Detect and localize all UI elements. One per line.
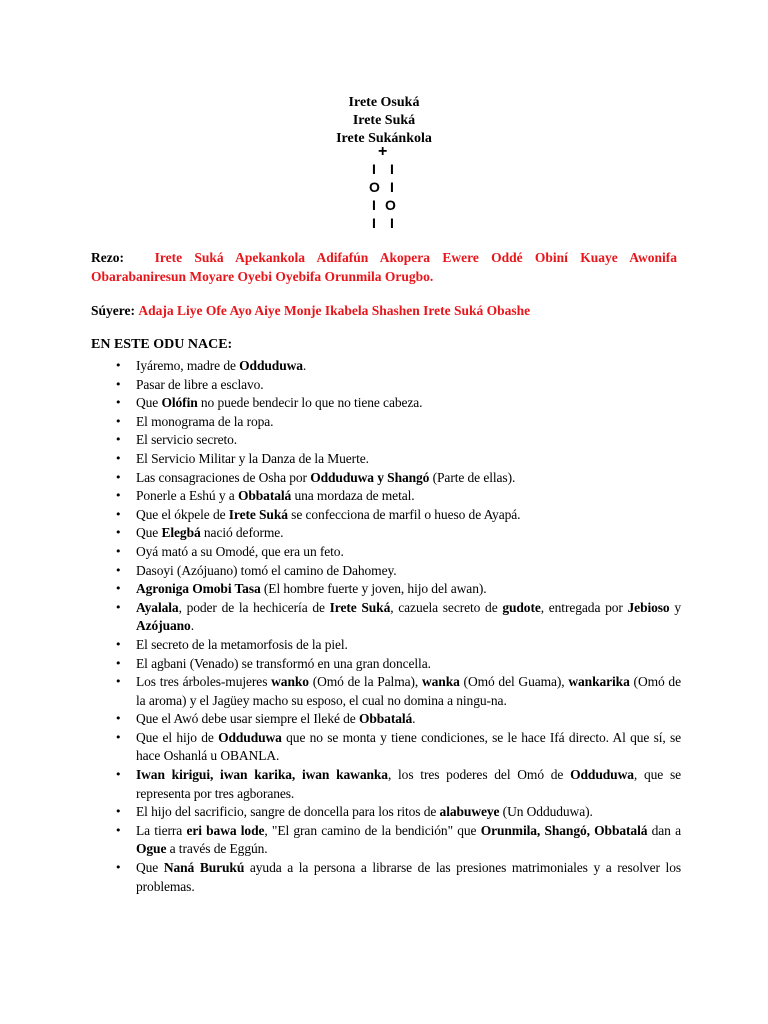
- list-item-text: Que: [136, 395, 162, 411]
- list-item-bold-text: Agroniga Omobi Tasa: [136, 581, 261, 597]
- list-item: [91, 859, 681, 896]
- list-item-bold-text: Olófin: [161, 395, 198, 411]
- list-item: [91, 524, 681, 543]
- list-item-bold-text: eri bawa lode: [186, 822, 265, 838]
- list-item-text: se confecciona de marfil o hueso de Ayapá.: [287, 506, 521, 522]
- section-title: EN ESTE ODU NACE:: [91, 337, 233, 352]
- odu-sign-mark: I: [390, 215, 394, 231]
- list-item-text: El servicio secreto.: [136, 432, 238, 448]
- list-item-text: , los tres poderes del Omó de: [387, 767, 571, 783]
- list-item-text: Pasar de libre a esclavo.: [136, 376, 264, 392]
- list-item-text: El secreto de la metamorfosis de la piel.: [136, 636, 348, 652]
- list-item-bold-text: Iwan kirigui, iwan karika, iwan kawanka: [136, 767, 388, 783]
- list-item-text: , cazuela secreto de: [390, 599, 503, 615]
- list-item-text: Ponerle a Eshú y a: [136, 488, 238, 504]
- list-item-bold-text: Elegbá: [161, 525, 201, 541]
- list-item-bold-text: wanko: [271, 674, 309, 690]
- suyere-text: Adaja Liye Ofe Ayo Aiye Monje Ikabela Shashen Irete Suká Obashe: [138, 303, 531, 318]
- list-item-text: El monograma de la ropa.: [136, 413, 274, 429]
- list-item: [91, 580, 681, 599]
- list-item-bold-text: Odduduwa y Shangó: [310, 469, 430, 485]
- list-item: [91, 710, 681, 729]
- list-item-text: no puede bendecir lo que no tiene cabeza.: [197, 395, 423, 411]
- rezo-label: Rezo:: [91, 250, 124, 265]
- list-item-bold-text: wanka: [421, 674, 460, 690]
- list-item-text: y: [669, 599, 681, 615]
- list-item-bold-text: Ayalala: [136, 599, 179, 615]
- list-item-text: Que el Awó debe usar siempre el Ileké de: [136, 711, 359, 727]
- suyere-paragraph: [91, 302, 677, 321]
- suyere-label: Súyere:: [91, 303, 135, 318]
- list-item: [91, 822, 681, 859]
- odu-sign-mark: O: [369, 179, 380, 195]
- odu-sign-cross: +: [378, 143, 388, 160]
- list-item-text: .: [302, 358, 307, 373]
- list-item-text: Las consagraciones de Osha por: [136, 469, 311, 485]
- list-item-bold-text: Ogue: [136, 841, 167, 857]
- list-item-bold-text: Irete Suká: [228, 506, 288, 522]
- list-item: [91, 469, 681, 488]
- list-item-text: Que el ókpele de: [136, 506, 229, 522]
- list-item-bold-text: Azójuano: [136, 618, 191, 634]
- list-item: [91, 729, 681, 766]
- list-item-bold-text: Odduduwa: [239, 358, 303, 373]
- list-item-bold-text: alabuweye: [439, 804, 500, 820]
- odu-sign-mark: I: [390, 161, 394, 177]
- list-item: [91, 413, 681, 432]
- list-item-text: (Omó de la Palma),: [308, 674, 422, 690]
- birth-list: [91, 357, 681, 896]
- list-item-text: El Servicio Militar y la Danza de la Muerte.: [136, 450, 369, 466]
- list-item-bold-text: Orunmila, Shangó, Obbatalá: [480, 822, 648, 838]
- odu-sign-mark: I: [372, 197, 376, 213]
- list-item-text: (El hombre fuerte y joven, hijo del awan).: [260, 581, 487, 597]
- list-item: [91, 487, 681, 506]
- list-item-text: La tierra: [136, 822, 187, 838]
- odu-sign-mark: I: [390, 179, 394, 195]
- list-item-text: Dasoyi (Azójuano) tomó el camino de Dahomey.: [136, 562, 397, 578]
- list-item-text: Que: [136, 860, 164, 876]
- list-item-text: (Omó del Guama),: [459, 674, 569, 690]
- odu-alt-title: Irete Suká: [352, 113, 416, 128]
- list-item-text: (Parte de ellas).: [429, 469, 516, 485]
- rezo-paragraph: [91, 249, 677, 286]
- list-item-text: una mordaza de metal.: [291, 488, 415, 504]
- list-item: [91, 673, 681, 710]
- list-item: [91, 636, 681, 655]
- list-item: [91, 431, 681, 450]
- list-item-text: Oyá mató a su Omodé, que era un feto.: [136, 543, 344, 559]
- list-item-bold-text: Obbatalá: [358, 711, 413, 727]
- rezo-text: Irete Suká Apekankola Adifafún Akopera Ewere Oddé Obiní Kuaye Awonifa Obarabaniresun Moyare Oyebi Oyebifa Orunmila Orugbo.: [91, 250, 678, 284]
- odu-sign-mark: O: [385, 197, 396, 213]
- list-item-bold-text: Naná Burukú: [163, 860, 245, 876]
- list-item-text: El hijo del sacrificio, sangre de doncella para los ritos de: [136, 804, 440, 820]
- list-item-text: ayuda a la persona a librarse de las presiones matrimoniales y a resolver los problemas.: [136, 860, 682, 894]
- list-item-bold-text: Odduduwa: [570, 767, 634, 783]
- list-item: [91, 803, 681, 822]
- list-item-text: Los tres árboles-mujeres: [136, 674, 272, 690]
- list-item: [91, 562, 681, 581]
- list-item: [91, 506, 681, 525]
- list-item-text: dan a: [647, 822, 681, 838]
- list-item: [91, 450, 681, 469]
- list-item-bold-text: gudote: [502, 599, 541, 615]
- list-item-text: El agbani (Venado) se transformó en una gran doncella.: [136, 655, 431, 671]
- list-item-text: nació deforme.: [200, 525, 284, 541]
- list-item: [91, 655, 681, 674]
- list-item: [91, 599, 681, 636]
- list-item: [91, 766, 681, 803]
- list-item-text: (Un Odduduwa).: [499, 804, 593, 820]
- odu-title: Irete Osuká: [348, 95, 420, 110]
- list-item-text: a través de Eggún.: [166, 841, 268, 857]
- odu-sign-mark: I: [372, 161, 376, 177]
- list-item-text: , "El gran camino de la bendición" que: [264, 822, 481, 838]
- list-item: [91, 376, 681, 395]
- list-item: [91, 543, 681, 562]
- list-item-text: que no se monta y tiene condiciones, se le hace Ifá directo. Al que sí, se hace Oshanlá u OBANLA.: [136, 729, 682, 764]
- list-item-bold-text: Obbatalá: [237, 488, 292, 504]
- list-item: [91, 394, 681, 413]
- list-item-text: (Omó de la aroma) y el Jagüey macho su esposo, el cual no domina a ningu-na.: [136, 674, 681, 708]
- list-item-text: , que se representa por tres agboranes.: [136, 767, 681, 801]
- list-item-bold-text: Jebioso: [627, 599, 670, 615]
- list-item-bold-text: Irete Suká: [329, 599, 391, 615]
- list-item-text: Que: [136, 525, 162, 541]
- list-item-text: , entregada por: [540, 599, 628, 615]
- odu-alt-title-2: Irete Sukánkola: [336, 131, 432, 146]
- list-item: [91, 357, 681, 376]
- list-item-text: , poder de la hechicería de: [178, 599, 330, 615]
- list-item-bold-text: wankarika: [568, 674, 630, 690]
- list-item-text: Iyáremo, madre de: [136, 358, 240, 373]
- odu-sign-mark: I: [372, 215, 376, 231]
- list-item-text: .: [190, 618, 194, 634]
- list-item-text: .: [412, 711, 416, 727]
- list-item-bold-text: Odduduwa: [218, 729, 282, 745]
- list-item-text: Que el hijo de: [136, 729, 219, 745]
